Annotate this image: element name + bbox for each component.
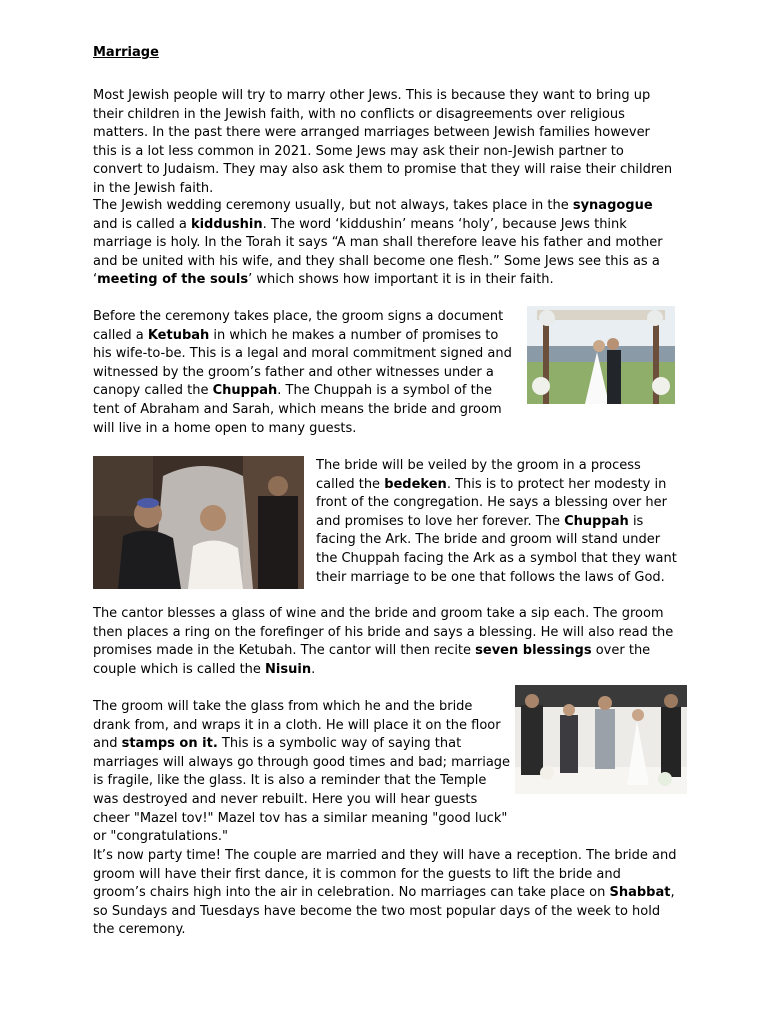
glass-stomp-photo	[515, 685, 687, 794]
paragraph-1-text: Most Jewish people will try to marry other Jews. This is because they want to bring up their children in the Jewish faith, with no conflicts or disagreements over religious matters. In the past there were arranged marriages between Jewish families however this is a lot less common in 2021. Some Jews may ask their non-Jewish partner to convert to Judaism. They may also ask them to promise that they will raise their children in the Jewish faith.	[93, 88, 673, 196]
paragraph-bedeken	[316, 457, 678, 587]
paragraph-2-text: The Jewish wedding ceremony usually, but not always, takes place in the synagogue and is called a kiddushin. The word ‘kiddushin’ means ‘holy’, because Jews think marriage is holy. In the Torah it says “A man shall therefore leave his father and mother and be united with his wife, and they shall become one flesh.” Some Jews see this as a ‘meeting of the souls’ which shows how important it is in their faith.	[93, 198, 663, 288]
paragraph-5-text: The cantor blesses a glass of wine and the bride and groom take a sip each. The groom then places a ring on the forefinger of his bride and says a blessing. He will also read the promises made in the Ketubah. The cantor will then recite seven blessings over the couple which is called the Nisuin.	[93, 606, 674, 677]
term-meeting-of-the-souls: meeting of the souls	[97, 272, 249, 288]
paragraph-glass	[93, 698, 511, 847]
paragraph-ketubah	[93, 308, 513, 438]
paragraph-blessings	[93, 605, 677, 679]
paragraph-intro	[93, 87, 677, 199]
term-chuppah: Chuppah	[212, 383, 278, 399]
term-synagogue: synagogue	[572, 198, 653, 213]
term-chuppah: Chuppah	[564, 513, 629, 529]
title-text: Marriage	[93, 45, 159, 60]
page-title	[93, 43, 159, 63]
term-ketubah: Ketubah	[147, 327, 210, 343]
paragraph-ceremony	[93, 197, 677, 290]
term-stamps-on-it: stamps on it.	[121, 736, 218, 752]
term-bedeken: bedeken	[384, 476, 447, 492]
paragraph-7-text: It’s now party time! The couple are married and they will have a reception. The bride and groom will have their first dance, it is common for the guests to lift the bride and groom’s chairs high into the air in celebration. No marriages can take place on Shabbat, so Sundays and Tuesdays have become the two most popular days of the week to hold the ceremony.	[93, 848, 677, 938]
term-kiddushin: kiddushin	[190, 216, 263, 232]
paragraph-4-text: The bride will be veiled by the groom in a process called the bedeken. This is to protect her modesty in front of the congregation. He says a blessing over her and promises to love her forever. The Chuppah is facing the Ark. The bride and groom will stand under the Chuppah facing the Ark as a symbol that they want their marriage to be one that follows the laws of God.	[316, 458, 677, 585]
term-seven-blessings: seven blessings	[475, 643, 592, 659]
chuppah-photo	[527, 306, 675, 404]
paragraph-reception	[93, 847, 677, 940]
paragraph-6-text: The groom will take the glass from which he and the bride drank from, and wraps it in a cloth. He will place it on the floor and stamps on it. This is a symbolic way of saying that marriages will always go through good times and bad; marriage is fragile, like the glass. It is also a reminder that the Temple was destroyed and never rebuilt. Here you will hear guests cheer "Mazel tov!" Mazel tov has a similar meaning "good luck" or "congratulations."	[93, 699, 511, 845]
paragraph-3-text: Before the ceremony takes place, the groom signs a document called a Ketubah in which he makes a number of promises to his wife-to-be. This is a legal and moral commitment signed and witnessed by the groom’s father and other witnesses under a canopy called the Chuppah. The Chuppah is a symbol of the tent of Abraham and Sarah, which means the bride and groom will live in a home open to many guests.	[93, 309, 512, 436]
term-shabbat: Shabbat	[609, 885, 671, 901]
bedeken-photo	[93, 456, 304, 589]
term-nisuin: Nisuin	[265, 661, 312, 677]
